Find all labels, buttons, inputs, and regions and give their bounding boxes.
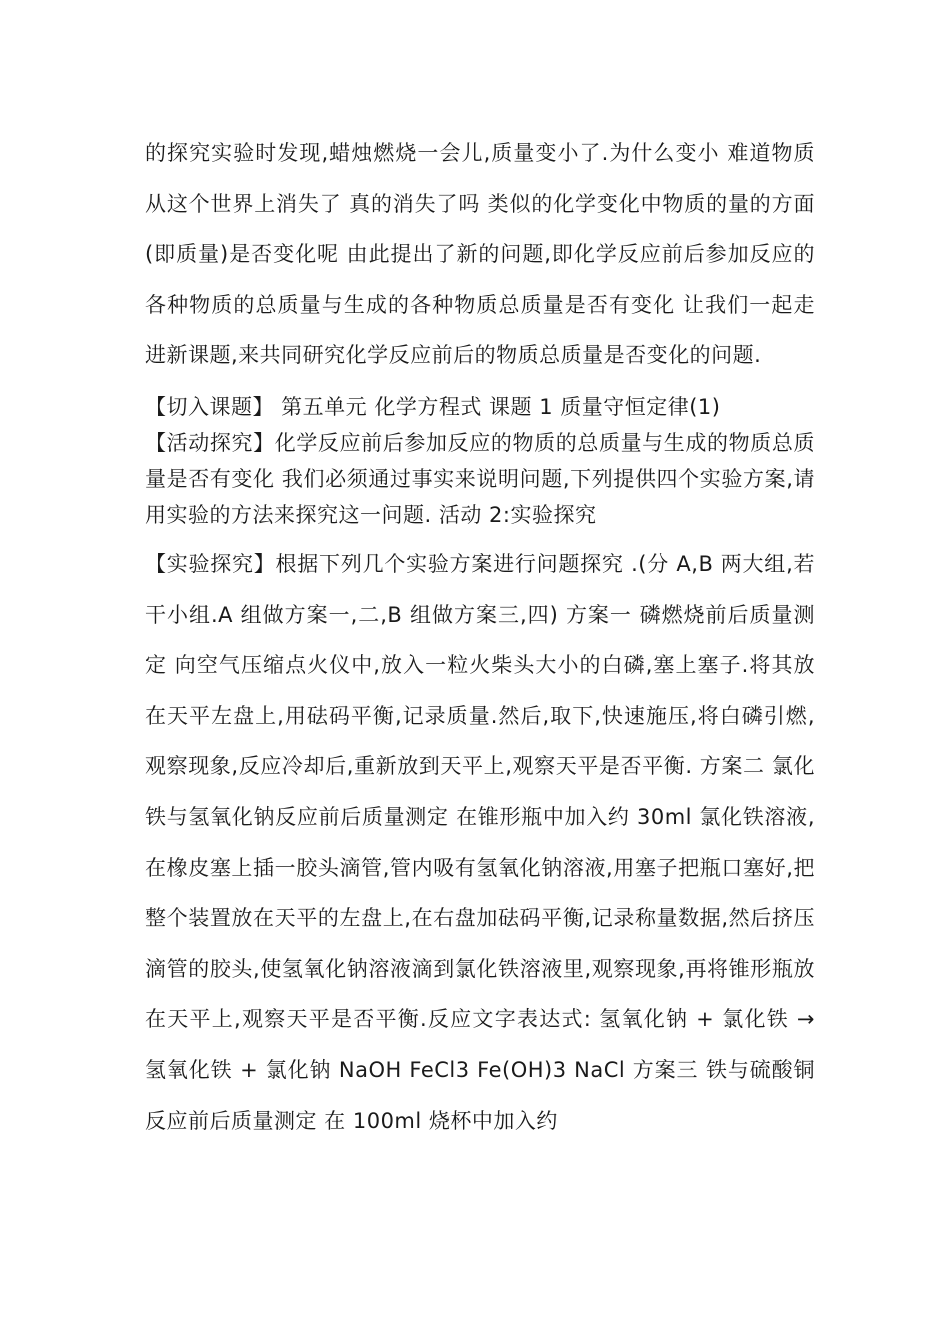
document-page [145, 128, 815, 1146]
activity-inquiry-paragraph: 【活动探究】化学反应前后参加反应的物质的总质量与生成的物质总质量是否有变化 我们必须通过事实来说明问题,下列提供四个实验方案,请用实验的方法来探究这一问题. 活动 2:实验探究 [145, 430, 815, 527]
intro-paragraph: 的探究实验时发现,蜡烛燃烧一会儿,质量变小了.为什么变小 难道物质从这个世界上消失了 真的消失了吗 类似的化学变化中物质的量的方面(即质量)是否变化呢 由此提出了新的问题,即化学反应前后参加反应的各种物质的总质量与生成的各种物质总质量是否有变化 让我们一起走进新课题,来共同研究化学反应前后的物质总质量是否变化的问题. [145, 141, 815, 368]
experiment-inquiry-paragraph: 【实验探究】根据下列几个实验方案进行问题探究 .(分 A,B 两大组,若干小组.A 组做方案一,二,B 组做方案三,四) 方案一 磷燃烧前后质量测定 向空气压缩点火仪中,放入一粒火柴头大小的白磷,塞上塞子.将其放在天平左盘上,用砝码平衡,记录质量.然后,取下,快速施压,将白磷引燃,观察现象,反应冷却后,重新放到天平上,观察天平是否平衡. 方案二 氯化铁与氢氧化钠反应前后质量测定 在锥形瓶中加入约 30ml 氯化铁溶液,在橡皮塞上插一胶头滴管,管内吸有氢氧化钠溶液,用塞子把瓶口塞好,把整个装置放在天平的左盘上,在右盘加砝码平衡,记录称量数据,然后挤压滴管的胶头,使氢氧化钠溶液滴到氯化铁溶液里,观察现象,再将锥形瓶放在天平上,观察天平是否平衡.反应文字表达式: 氢氧化钠 + 氯化铁 → 氢氧化铁 + 氯化钠 NaOH FeCl3 Fe(OH)3 NaCl 方案三 铁与硫酸铜反应前后质量测定 在 100ml 烧杯中加入约 [145, 551, 815, 1133]
lesson-topic-paragraph: 【切入课题】 第五单元 化学方程式 课题 1 质量守恒定律(1) [145, 394, 721, 419]
